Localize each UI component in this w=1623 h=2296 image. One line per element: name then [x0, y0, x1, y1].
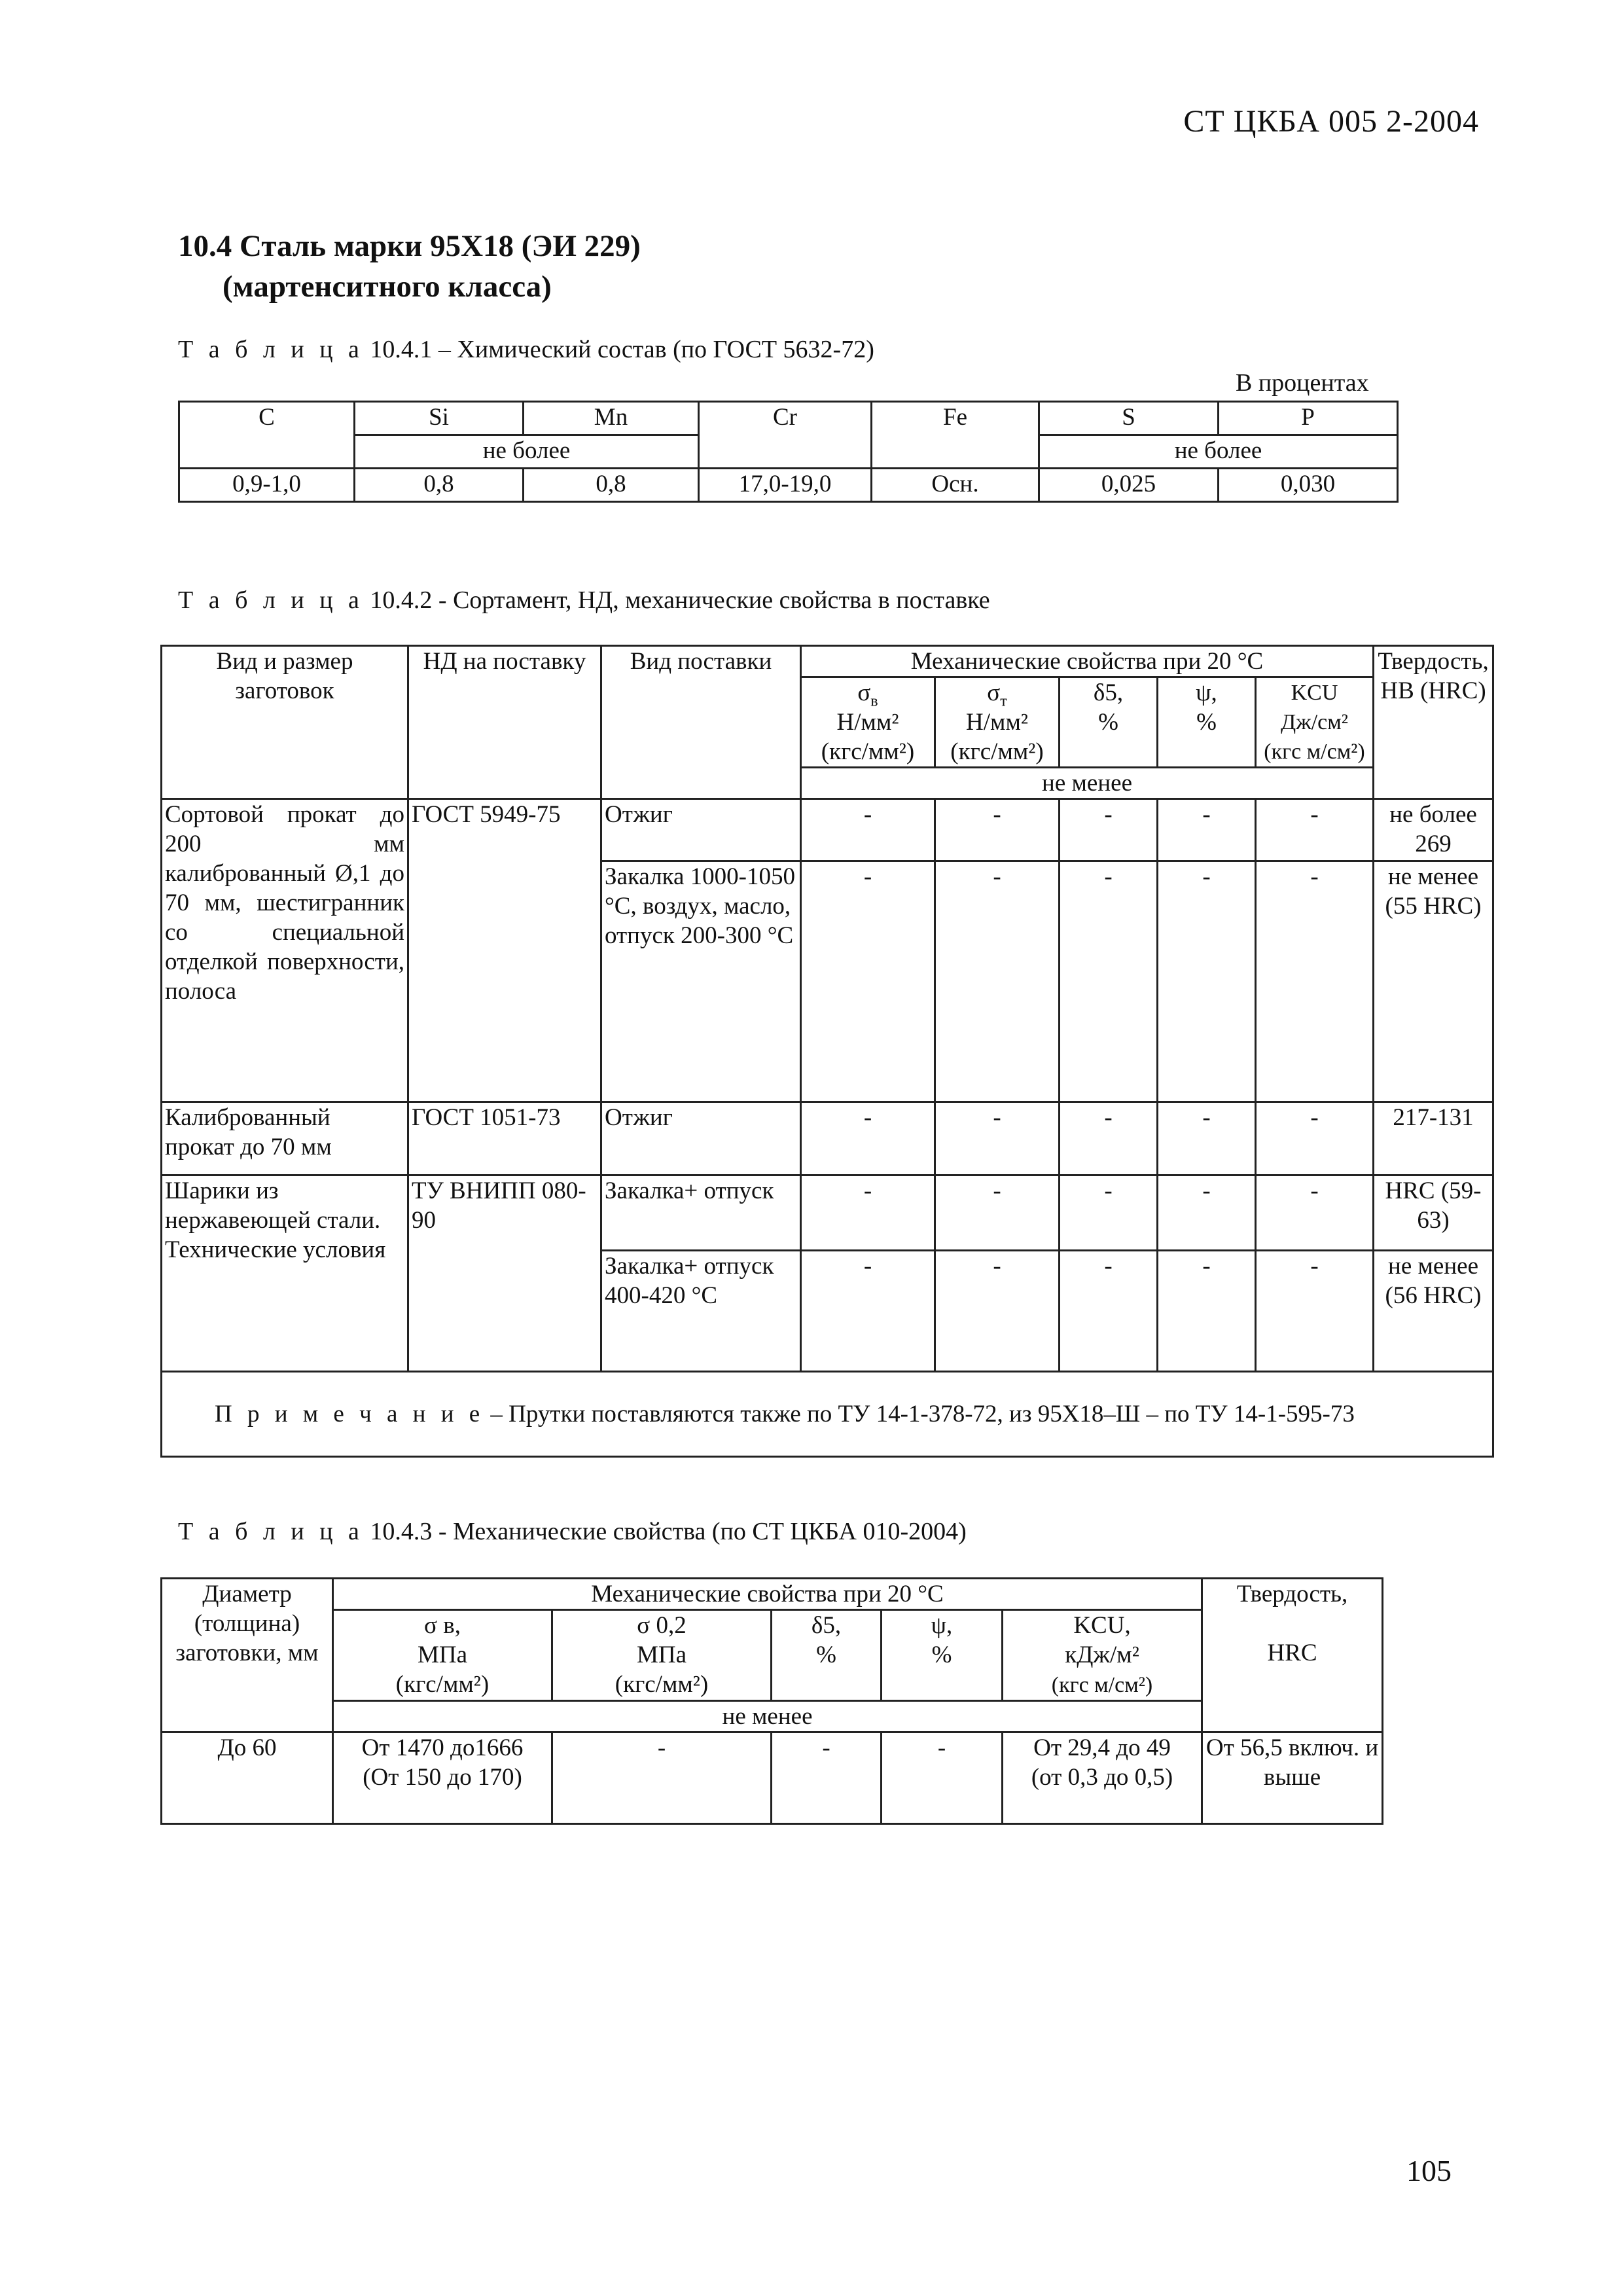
header-diameter: Диаметр (толщина) заготовки, мм: [162, 1579, 333, 1732]
cell-value: -: [1060, 1175, 1158, 1251]
subheader-not-less: не менее: [801, 768, 1374, 799]
cell-value: -: [1060, 1251, 1158, 1372]
table2-caption-label: Т а б л и ц а: [178, 586, 364, 614]
cell-nd: ГОСТ 5949-75: [408, 799, 601, 1102]
cell-type: Шарики из нержавеющей стали. Технические условия: [162, 1175, 408, 1372]
cell-value: -: [801, 861, 935, 1102]
cell-value: -: [1256, 1251, 1374, 1372]
cell-value: -: [1256, 861, 1374, 1102]
unit: Н/мм²: [836, 709, 899, 736]
value-alt: (От 150 до 170): [363, 1764, 522, 1791]
header-delta: [1060, 677, 1158, 768]
header-mech-props: Механические свойства при 20 °С: [333, 1579, 1202, 1610]
cell-value: -: [801, 799, 935, 861]
cell-value: -: [935, 1102, 1060, 1175]
cell-value: -: [1158, 1175, 1256, 1251]
table-row: [179, 402, 1398, 435]
header-cr: Cr: [699, 402, 872, 469]
cell-value: -: [935, 861, 1060, 1102]
unit: кДж/м²: [1065, 1641, 1139, 1668]
table-row: [162, 1102, 1493, 1175]
table1-units: В процентах: [1236, 369, 1369, 397]
cell-delivery: Отжиг: [601, 799, 801, 861]
unit-alt: (кгс м/см²): [1051, 1673, 1153, 1697]
unit-alt: (кгс/мм²): [821, 738, 915, 765]
value-si: 0,8: [355, 469, 524, 502]
unit: Дж/см²: [1281, 710, 1348, 734]
header-psi: [882, 1610, 1003, 1701]
header-hardness: [1202, 1579, 1383, 1732]
cell-value: -: [801, 1251, 935, 1372]
value-mn: 0,8: [524, 469, 699, 502]
cell-value: -: [801, 1175, 935, 1251]
header-mech-props: Механические свойства при 20 °С: [801, 646, 1374, 677]
cell-value: -: [935, 1175, 1060, 1251]
header-type-size: Вид и размер заготовок: [162, 646, 408, 799]
cell-value: -: [1158, 1102, 1256, 1175]
cell-kcu: [1003, 1732, 1202, 1824]
cell-nd: ТУ ВНИПП 080-90: [408, 1175, 601, 1372]
table-row: [162, 1610, 1383, 1701]
cell-nd: ГОСТ 1051-73: [408, 1102, 601, 1175]
subheader-not-more: не более: [1039, 435, 1398, 469]
unit-alt: (кгс м/см²): [1264, 740, 1365, 764]
cell-hardness: 217-131: [1374, 1102, 1493, 1175]
header-sigma-v: [801, 677, 935, 768]
sigma-symbol: σ в,: [424, 1612, 461, 1639]
cell-hardness: не менее (55 HRC): [1374, 861, 1493, 1102]
kcu-symbol: KCU: [1291, 681, 1338, 705]
header-psi: [1158, 677, 1256, 768]
sigma-symbol: σ: [987, 679, 1001, 706]
cell-hardness: не более 269: [1374, 799, 1493, 861]
header-kcu: [1003, 1610, 1202, 1701]
header-delivery: Вид поставки: [601, 646, 801, 799]
table2-caption-text: 10.4.2 - Сортамент, НД, механические свойства в поставке: [363, 586, 990, 614]
cell-hardness: От 56,5 включ. и выше: [1202, 1732, 1383, 1824]
header-hardness: Твердость, НВ (HRC): [1374, 646, 1493, 799]
value-cr: 17,0-19,0: [699, 469, 872, 502]
cell-delivery: Закалка+ отпуск 400-420 °С: [601, 1251, 801, 1372]
heading-line-1: 10.4 Сталь марки 95Х18 (ЭИ 229): [178, 229, 641, 263]
header-p: P: [1219, 402, 1398, 435]
delta-symbol: δ5,: [1093, 679, 1124, 706]
cell-value: -: [1158, 799, 1256, 861]
cell-diameter: До 60: [162, 1732, 333, 1824]
header-s: S: [1039, 402, 1219, 435]
table-row: [162, 1579, 1383, 1610]
note-label: П р и м е ч а н и е: [215, 1401, 485, 1427]
cell-delta: -: [772, 1732, 882, 1824]
subheader-not-more: не более: [355, 435, 699, 469]
kcu-symbol: KCU,: [1073, 1612, 1131, 1639]
value: От 1470 до1666: [361, 1734, 524, 1761]
cell-value: -: [1256, 799, 1374, 861]
table3-caption: [178, 1517, 967, 1546]
header-sigma-02: [552, 1610, 772, 1701]
cell-value: -: [801, 1102, 935, 1175]
header-kcu: [1256, 677, 1374, 768]
cell-value: -: [1158, 1251, 1256, 1372]
table1-caption: [178, 335, 874, 364]
table-row: [162, 646, 1493, 677]
table-row: [162, 799, 1493, 861]
unit: %: [1196, 709, 1217, 736]
cell-sigma-02: -: [552, 1732, 772, 1824]
table1-caption-text: 10.4.1 – Химический состав (по ГОСТ 5632-72): [363, 336, 874, 363]
cell-value: -: [1158, 861, 1256, 1102]
header-delta: [772, 1610, 882, 1701]
table-row: [162, 1732, 1383, 1824]
assortment-table: [160, 645, 1494, 1458]
delta-symbol: δ5,: [811, 1612, 842, 1639]
cell-value: -: [1256, 1175, 1374, 1251]
cell-delivery: Отжиг: [601, 1102, 801, 1175]
cell-delivery: Закалка+ отпуск: [601, 1175, 801, 1251]
cell-type: Сортовой прокат до 200 мм калиброванный Ø,1 до 70 мм, шестигранник со специальной отделкой поверхности, полоса: [162, 799, 408, 1102]
subheader-not-less: не менее: [333, 1701, 1202, 1732]
header-c: C: [179, 402, 355, 469]
header-sigma-t: [935, 677, 1060, 768]
table2-caption: [178, 586, 990, 615]
table-row: [162, 1372, 1493, 1457]
sigma-subscript: т: [1000, 692, 1007, 710]
cell-type: Калиброванный прокат до 70 мм: [162, 1102, 408, 1175]
cell-value: -: [935, 1251, 1060, 1372]
header-mn: Mn: [524, 402, 699, 435]
value-s: 0,025: [1039, 469, 1219, 502]
section-heading: [178, 226, 641, 307]
unit: МПа: [636, 1641, 687, 1668]
cell-sigma-v: [333, 1732, 552, 1824]
cell-value: -: [1060, 799, 1158, 861]
sigma-symbol: σ 0,2: [637, 1612, 687, 1639]
cell-delivery: Закалка 1000-1050 °С, воздух, масло, отпуск 200-300 °С: [601, 861, 801, 1102]
cell-psi: -: [882, 1732, 1003, 1824]
cell-value: -: [1060, 1102, 1158, 1175]
header-fe: Fe: [872, 402, 1039, 469]
header-nd: НД на поставку: [408, 646, 601, 799]
heading-line-2: (мартенситного класса): [223, 270, 552, 304]
unit: Н/мм²: [966, 709, 1028, 736]
table3-caption-text: 10.4.3 - Механические свойства (по СТ ЦКБА 010-2004): [363, 1518, 967, 1545]
sigma-symbol: σ: [857, 679, 871, 706]
psi-symbol: ψ,: [931, 1612, 953, 1639]
unit: %: [931, 1641, 952, 1668]
mechanical-properties-table: [160, 1577, 1383, 1825]
value-p: 0,030: [1219, 469, 1398, 502]
table1-caption-label: Т а б л и ц а: [178, 336, 364, 363]
table-note: [162, 1372, 1493, 1457]
psi-symbol: ψ,: [1196, 679, 1217, 706]
unit-alt: (кгс/мм²): [615, 1671, 709, 1698]
value-c: 0,9-1,0: [179, 469, 355, 502]
cell-value: -: [1060, 861, 1158, 1102]
unit-alt: (кгс/мм²): [395, 1671, 490, 1698]
note-text: – Прутки поставляются также по ТУ 14-1-378-72, из 95Х18–Ш – по ТУ 14-1-595-73: [484, 1401, 1355, 1427]
unit: %: [1098, 709, 1118, 736]
table-row: [162, 1175, 1493, 1251]
value-alt: (от 0,3 до 0,5): [1031, 1764, 1173, 1791]
cell-hardness: HRC (59-63): [1374, 1175, 1493, 1251]
value-fe: Осн.: [872, 469, 1039, 502]
header-si: Si: [355, 402, 524, 435]
value: От 29,4 до 49: [1033, 1734, 1171, 1761]
header-sigma-v: [333, 1610, 552, 1701]
chemical-composition-table: [178, 401, 1399, 503]
cell-hardness: не менее (56 HRC): [1374, 1251, 1493, 1372]
cell-value: -: [935, 799, 1060, 861]
unit-alt: (кгс/мм²): [950, 738, 1044, 765]
table-row: [179, 469, 1398, 502]
unit: МПа: [417, 1641, 468, 1668]
sigma-subscript: в: [870, 692, 878, 710]
cell-value: -: [1256, 1102, 1374, 1175]
page-number: 105: [1406, 2154, 1452, 2187]
table3-caption-label: Т а б л и ц а: [178, 1518, 364, 1545]
document-code: СТ ЦКБА 005 2-2004: [1183, 104, 1479, 139]
hardness-unit: HRC: [1267, 1640, 1317, 1666]
table-row: [162, 1701, 1383, 1732]
unit: %: [816, 1641, 836, 1668]
hardness-label: Твердость,: [1236, 1581, 1348, 1607]
